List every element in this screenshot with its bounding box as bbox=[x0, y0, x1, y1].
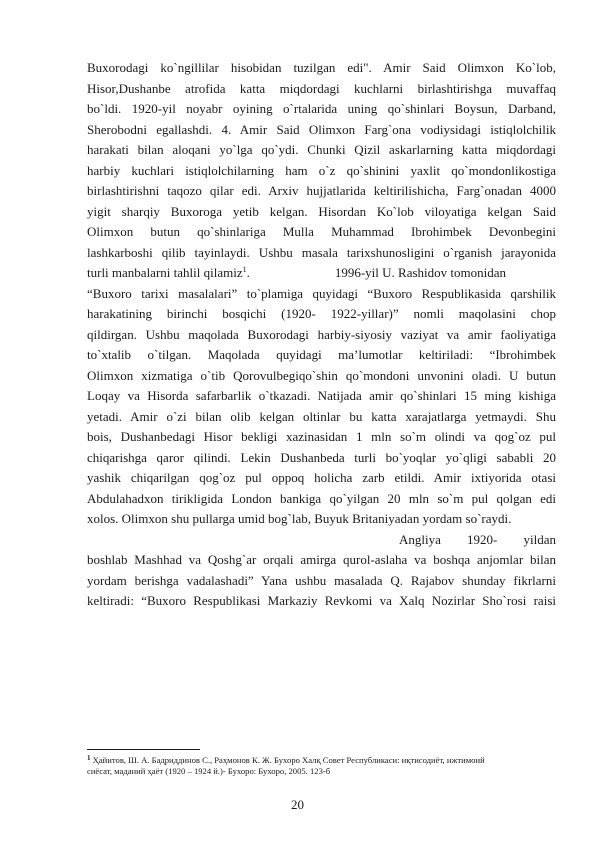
footnote-marker: 1 bbox=[87, 754, 91, 762]
text-line: birlashtirishni taqozo qilar edi. Arxiv hujjatlarida keltirilishicha, Farg`onadan 4000 bbox=[87, 183, 556, 198]
text-line: Loqay va Hisorda safarbarlik o`tkazadi. Natijada amir qo`shinlari 15 ming kishiga bbox=[87, 388, 556, 403]
text-line: Hisor,Dushanbe atrofida katta miqdordagi kuchlarni birlashtirishga muvaffaq bbox=[87, 80, 556, 96]
footnote-reference[interactable]: 1 bbox=[242, 265, 247, 274]
text-line-indented: Angliya 1920- yildan bbox=[399, 531, 556, 547]
text-line: harakati bilan aloqani yo`lga qo`ydi. Chunki Qizil askarlarning katta miqdordagi bbox=[87, 142, 556, 157]
text-line: harbiy kuchlari istiqlolchilarning ham o`z qo`shinini yaxlit qo`mondonlikostiga bbox=[87, 162, 556, 178]
text-line: boshlab Mashhad va Qoshg`ar orqali amirga qurol-aslaha va boshqa anjomlar bilan bbox=[87, 552, 556, 567]
text-line: Sherobodni egallashdi. 4. Amir Said Olimxon Farg`ona vodiysidagi istiqlolchilik bbox=[87, 121, 556, 137]
text-line: yordam berishga vadalashadi” Yana ushbu masalada Q. Rajabov shunday fikrlarni bbox=[87, 572, 556, 588]
text-line: Buxorodagi ko`ngillilar hisobidan tuzilgan edi". Amir Said Olimxon Ko`lob, bbox=[87, 60, 556, 75]
text-line: to`xtalib o`tilgan. Maqolada quyidagi ma’lumotlar keltiriladi: “Ibrohimbek bbox=[87, 347, 556, 362]
text-line: yashik chiqarilgan qog`oz pul oppoq holicha zarb etildi. Amir ixtiyorida otasi bbox=[87, 470, 556, 485]
page-number: 20 bbox=[291, 797, 304, 812]
text-line: bo`ldi. 1920-yil noyabr oyining o`rtalarida uning qo`shinlari Boysun, Darband, bbox=[87, 101, 556, 116]
footnote-line bbox=[87, 752, 556, 765]
text-line: yetadi. Amir o`zi bilan olib kelgan oltinlar bu katta xarajatlarga yetmaydi. Shu bbox=[87, 408, 556, 424]
text-line: Olimxon xizmatiga o`tib Qorovulbegiqo`shin qo`mondoni unvonini oladi. U butun bbox=[87, 367, 556, 383]
footnote-line: сиёсат, маданий ҳаёт (1920 – 1924 й.)- Бухоро: Бухоро, 2005. 123-б bbox=[87, 765, 331, 776]
footnote-text: Ҳайитов, Ш. А. Бадриддинов С., Раҳмонов К. Ж. Бухоро Халқ Совет Республикаси: иқтисодиёт, ижтимоий bbox=[92, 755, 485, 765]
text-line: bois, Dushanbedagi Hisor bekligi xazinasidan 1 mln so`m olindi va qog`oz pul bbox=[87, 429, 556, 444]
text-line: chiqarishga qaror qilindi. Lekin Dushanbeda turli bo`yoqlar yo`qligi sababli 20 bbox=[87, 449, 556, 465]
text-line: keltiradi: “Buxoro Respublikasi Markaziy Revkomi va Xalq Nozirlar Sho`rosi raisi bbox=[87, 593, 556, 608]
text-line: Abdulahadxon tirikligida London bankiga qo`yilgan 20 mln so`m pul qolgan edi bbox=[87, 490, 556, 506]
text-line: xolos. Olimxon shu pullarga umid bog`lab, Buyuk Britaniyadan yordam so`raydi. bbox=[87, 511, 512, 526]
footnote bbox=[87, 752, 556, 777]
text-line: Olimxon butun qo`shinlariga Mulla Muhammad Ibrohimbek Devonbegini bbox=[87, 224, 556, 239]
text-line: qildirgan. Ushbu maqolada Buxorodagi harbiy-siyosiy vaziyat va amir faoliyatiga bbox=[87, 326, 556, 342]
footnote-divider bbox=[87, 749, 200, 750]
text-line: “Buxoro tarixi masalalari” to`plamiga quyidagi “Buxoro Respublikasida qarshilik bbox=[87, 285, 556, 301]
text-fragment: 1996-yil U. Rashidov tomonidan bbox=[334, 265, 507, 280]
text-line: lashkarboshi qilib tayinlaydi. Ushbu masala tarixshunosligini o`rganish jarayonida bbox=[87, 244, 556, 260]
text-fragment: turli manbalarni tahlil qilamiz bbox=[87, 265, 243, 280]
body-text bbox=[87, 58, 556, 612]
text-line-with-footnote-ref: turli manbalarni tahlil qilamiz$^1$. 1996-yil U. Rashidov tomonidan bbox=[87, 265, 507, 280]
text-line: yigit sharqiy Buxoroga yetib kelgan. Hisordan Ko`lob viloyatiga kelgan Said bbox=[87, 203, 556, 219]
text-line: harakatining birinchi bosqichi (1920- 1922-yillar)” nomli maqolasini chop bbox=[87, 306, 556, 321]
